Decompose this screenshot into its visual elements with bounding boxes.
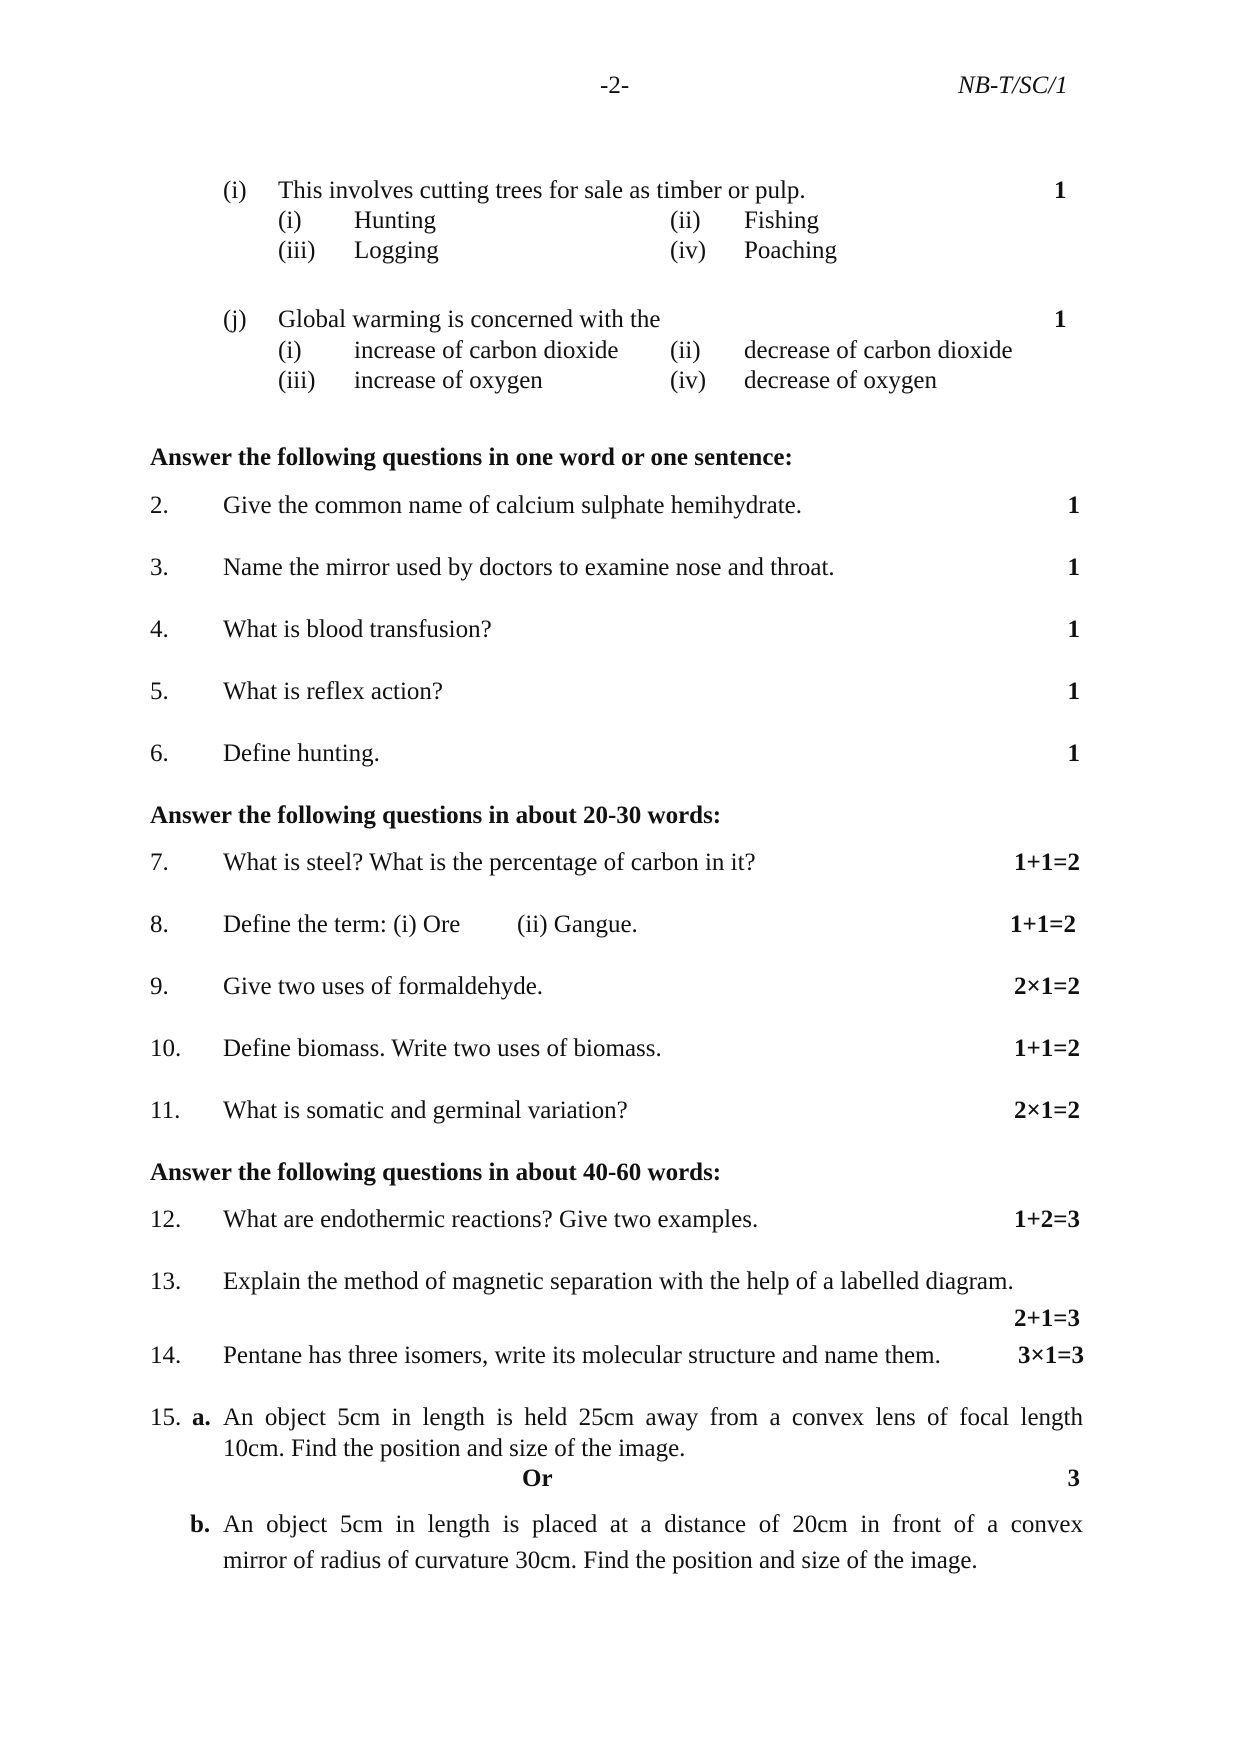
part-a-line-1: An object 5cm in length is held 25cm away from a convex lens of focal length [223,1404,1083,1431]
option-label: (i) [278,337,302,364]
option-label: (iii) [278,367,316,394]
part-a-label: a. [192,1404,211,1431]
option-label: (ii) [670,337,701,364]
mcq-marks: 1 [1054,306,1067,333]
question-number: 9. [150,973,169,1000]
question-number: 10. [150,1035,182,1062]
question-number: 2. [150,492,169,519]
question-marks: 1 [1067,492,1080,519]
question-number: 8. [150,911,169,938]
question-text: Define biomass. Write two uses of biomass. [223,1035,662,1062]
option-text: increase of carbon dioxide [354,337,619,364]
question-number: 12. [150,1206,182,1233]
question-marks: 3×1=3 [1018,1342,1084,1369]
option-text: decrease of carbon dioxide [744,337,1013,364]
option-label: (ii) [670,207,701,234]
question-number: 6. [150,740,169,767]
question-text: What is reflex action? [223,678,444,705]
question-number: 15. [150,1404,182,1431]
mcq-question-text: This involves cutting trees for sale as timber or pulp. [278,177,806,204]
question-text: Give two uses of formaldehyde. [223,973,544,1000]
question-text: Define the term: (i) Ore [223,911,461,938]
part-b-line-1: An object 5cm in length is placed at a distance of 20cm in front of a convex [223,1511,1083,1538]
question-text: What are endothermic reactions? Give two examples. [223,1206,759,1233]
question-marks: 2×1=2 [1014,973,1080,1000]
part-b-label: b. [190,1511,211,1538]
question-text: Give the common name of calcium sulphate hemihydrate. [223,492,802,519]
question-text: Define hunting. [223,740,380,767]
section-heading: Answer the following questions in about 40-60 words: [150,1159,722,1186]
option-text: Hunting [354,207,436,234]
mcq-question-text: Global warming is concerned with the [278,306,661,333]
question-marks: 1 [1067,616,1080,643]
question-marks: 1+1=2 [1014,849,1080,876]
page-number: -2- [600,72,630,99]
part-a-line-2: 10cm. Find the position and size of the image. [223,1435,686,1462]
question-marks: 1+2=3 [1014,1206,1080,1233]
option-text: Logging [354,237,439,264]
paper-code: NB-T/SC/1 [958,72,1068,99]
or-separator: Or [522,1465,553,1492]
question-marks: 1+1=2 [1014,1035,1080,1062]
option-text: Fishing [744,207,820,234]
question-number: 4. [150,616,169,643]
question-marks: 2×1=2 [1014,1097,1080,1124]
question-text: Name the mirror used by doctors to examine nose and throat. [223,554,835,581]
question-text: What is blood transfusion? [223,616,492,643]
option-label: (iv) [670,237,707,264]
question-number: 13. [150,1268,182,1295]
question-text: What is somatic and germinal variation? [223,1097,628,1124]
option-label: (iv) [670,367,707,394]
option-label: (i) [278,207,302,234]
option-label: (iii) [278,237,316,264]
question-number: 5. [150,678,169,705]
question-marks: 2+1=3 [1014,1305,1080,1332]
question-marks: 1 [1067,554,1080,581]
section-heading: Answer the following questions in about 20-30 words: [150,802,722,829]
question-number: 14. [150,1342,182,1369]
question-marks: 1 [1067,678,1080,705]
question-text: Pentane has three isomers, write its molecular structure and name them. [223,1342,941,1369]
question-number: 11. [150,1097,181,1124]
option-text: Poaching [744,237,838,264]
question-number: 7. [150,849,169,876]
option-text: decrease of oxygen [744,367,937,394]
question-marks: 1 [1067,740,1080,767]
mcq-label: (j) [223,306,247,333]
option-text: increase of oxygen [354,367,543,394]
part-b-line-2: mirror of radius of curvature 30cm. Find the position and size of the image. [223,1547,978,1574]
mcq-label: (i) [223,177,247,204]
question-text-part-2: (ii) Gangue. [517,911,638,938]
mcq-marks: 1 [1054,177,1067,204]
section-heading: Answer the following questions in one word or one sentence: [150,444,793,471]
question-text: What is steel? What is the percentage of carbon in it? [223,849,756,876]
question-number: 3. [150,554,169,581]
question-marks: 3 [1067,1465,1080,1492]
question-marks: 1+1=2 [1010,911,1076,938]
question-text: Explain the method of magnetic separation with the help of a labelled diagram. [223,1268,1014,1295]
